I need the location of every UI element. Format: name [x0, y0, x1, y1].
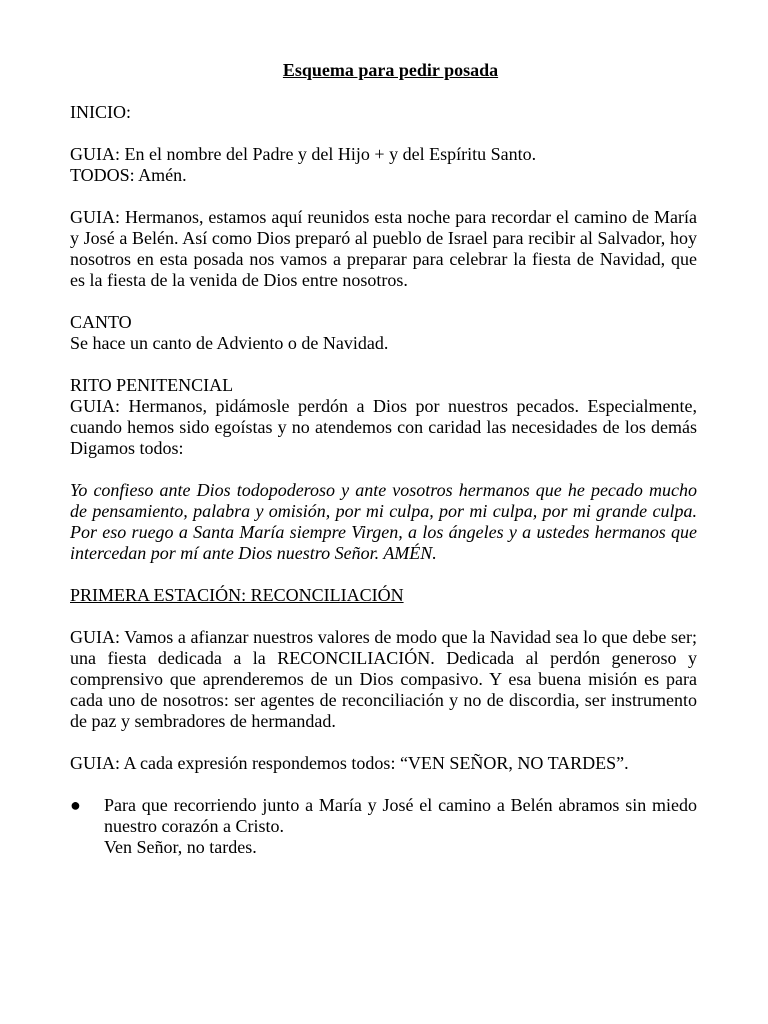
document-page	[70, 60, 697, 858]
canto-text: Se hace un canto de Adviento o de Navidad.	[70, 333, 389, 353]
confieso-prayer: Yo confieso ante Dios todopoderoso y ante vosotros hermanos que he pecado mucho de pensamiento, palabra y omisión, por mi culpa, por mi culpa, por mi grande culpa. Por eso ruego a Santa María siempre Virgen, a los ángeles y a ustedes hermanos que intercedan por mí ante Dios nuestro Señor. AMÉN.	[70, 480, 697, 563]
todos-amen-line: TODOS: Amén.	[70, 165, 187, 185]
opening-block	[70, 144, 697, 186]
primera-estacion-paragraph: GUIA: Vamos a afianzar nuestros valores de modo que la Navidad sea lo que debe ser; una fiesta dedicada a la RECONCILIACIÓN. Dedicada al perdón generoso y comprensivo que aprenderemos de un Dios compasivo. Y esa buena misión es para cada uno de nosotros: ser agentes de reconciliación y no de discordia, ser instrumento de paz y sembradores de hermandad.	[70, 627, 697, 731]
bullet-text: Para que recorriendo junto a María y José el camino a Belén abramos sin miedo nuestro corazón a Cristo.	[104, 795, 697, 836]
guia-intro-paragraph: GUIA: Hermanos, estamos aquí reunidos esta noche para recordar el camino de María y José a Belén. Así como Dios preparó al pueblo de Israel para recibir al Salvador, hoy nosotros en esta posada nos vamos a preparar para celebrar la fiesta de Navidad, que es la fiesta de la venida de Dios entre nosotros.	[70, 207, 697, 290]
rito-heading: RITO PENITENCIAL	[70, 375, 234, 395]
list-item	[70, 795, 697, 858]
rito-text: GUIA: Hermanos, pidámosle perdón a Dios por nuestros pecados. Especialmente, cuando hemos sido egoístas y no atendemos con caridad las necesidades de los demás Digamos todos:	[70, 396, 697, 458]
canto-block	[70, 312, 697, 354]
guia-opening-line: GUIA: En el nombre del Padre y del Hijo + y del Espíritu Santo.	[70, 144, 537, 164]
bullet-response: Ven Señor, no tardes.	[104, 837, 257, 857]
bullet-icon: ●	[70, 795, 81, 815]
respuesta-paragraph: GUIA: A cada expresión respondemos todos: “VEN SEÑOR, NO TARDES”.	[70, 753, 629, 773]
rito-block	[70, 375, 697, 459]
canto-heading: CANTO	[70, 312, 132, 332]
inicio-heading: INICIO:	[70, 102, 131, 122]
document-title: Esquema para pedir posada	[282, 60, 499, 80]
primera-estacion-heading: PRIMERA ESTACIÓN: RECONCILIACIÓN	[70, 585, 404, 605]
